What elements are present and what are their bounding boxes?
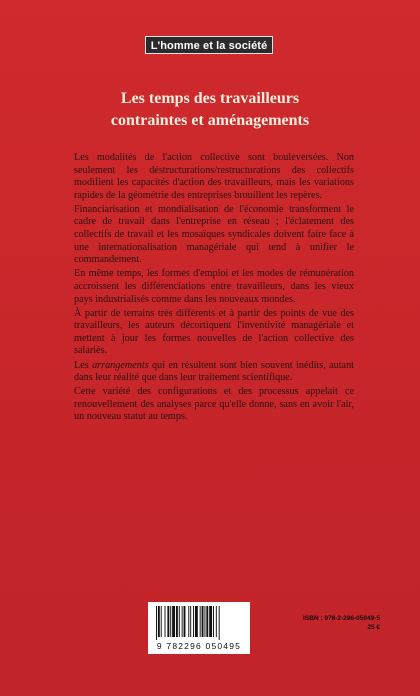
blurb-paragraph-2: Financiarisation et mondialisation de l'économie transforment le cadre de travail dans l'entreprise en réseau ; l'éclatement des collectifs de travail et les mosaïques syndicales doivent faire face à une internationalisation managériale qui tend à unifier le commandement. [74, 203, 354, 266]
blurb-p5-emphasis: arrangements [92, 359, 149, 371]
blurb-paragraph-3: En même temps, les formes d'emploi et les modes de rémunération accroissent les différenciations entre travailleurs, dans les vieux pays industrialisés comme dans les nouveaux mondes. [74, 268, 354, 305]
blurb-paragraph-1: Les modalités de l'action collective sont bouleversées. Non seulement les déstructurations/restructurations des collectifs modifient les capacités d'action des travailleurs, mais les variations rapides de la géométrie des entreprises brouillent les repères. [74, 152, 354, 201]
title-line-2: contraintes et aménagements [110, 112, 310, 129]
isbn-number: ISBN : 978-2-296-05049-5 [303, 615, 380, 622]
barcode [148, 602, 250, 654]
price: 25 € [367, 624, 380, 631]
blurb [74, 152, 354, 425]
series-label: L'homme et la société [145, 36, 273, 54]
blurb-paragraph-5 [74, 360, 354, 385]
book-title [60, 88, 360, 132]
blurb-p5-end: qui en résultent sont bien souvent inédits, autant dans leur réalité que dans leur traitement scientifique. [74, 359, 354, 384]
barcode-digits: 9 782296 050495 [156, 641, 242, 651]
isbn-block [303, 614, 380, 632]
title-line-1: Les temps des travailleurs [120, 90, 300, 107]
blurb-paragraph-4: À partir de terrains très différents et à partir des points de vue des travailleurs, les auteurs décortiquent l'inventivité managériale et mettent à jour les formes nouvelles de l'action collective des salariés. [74, 307, 354, 357]
blurb-paragraph-6: Cette variété des configurations et des processus appelait ce renouvellement des analyses parce qu'elle donne, sans en avoir l'air, un nouveau statut au temps. [74, 386, 354, 423]
blurb-p5-start: Les [74, 359, 93, 371]
barcode-bars [156, 606, 242, 640]
